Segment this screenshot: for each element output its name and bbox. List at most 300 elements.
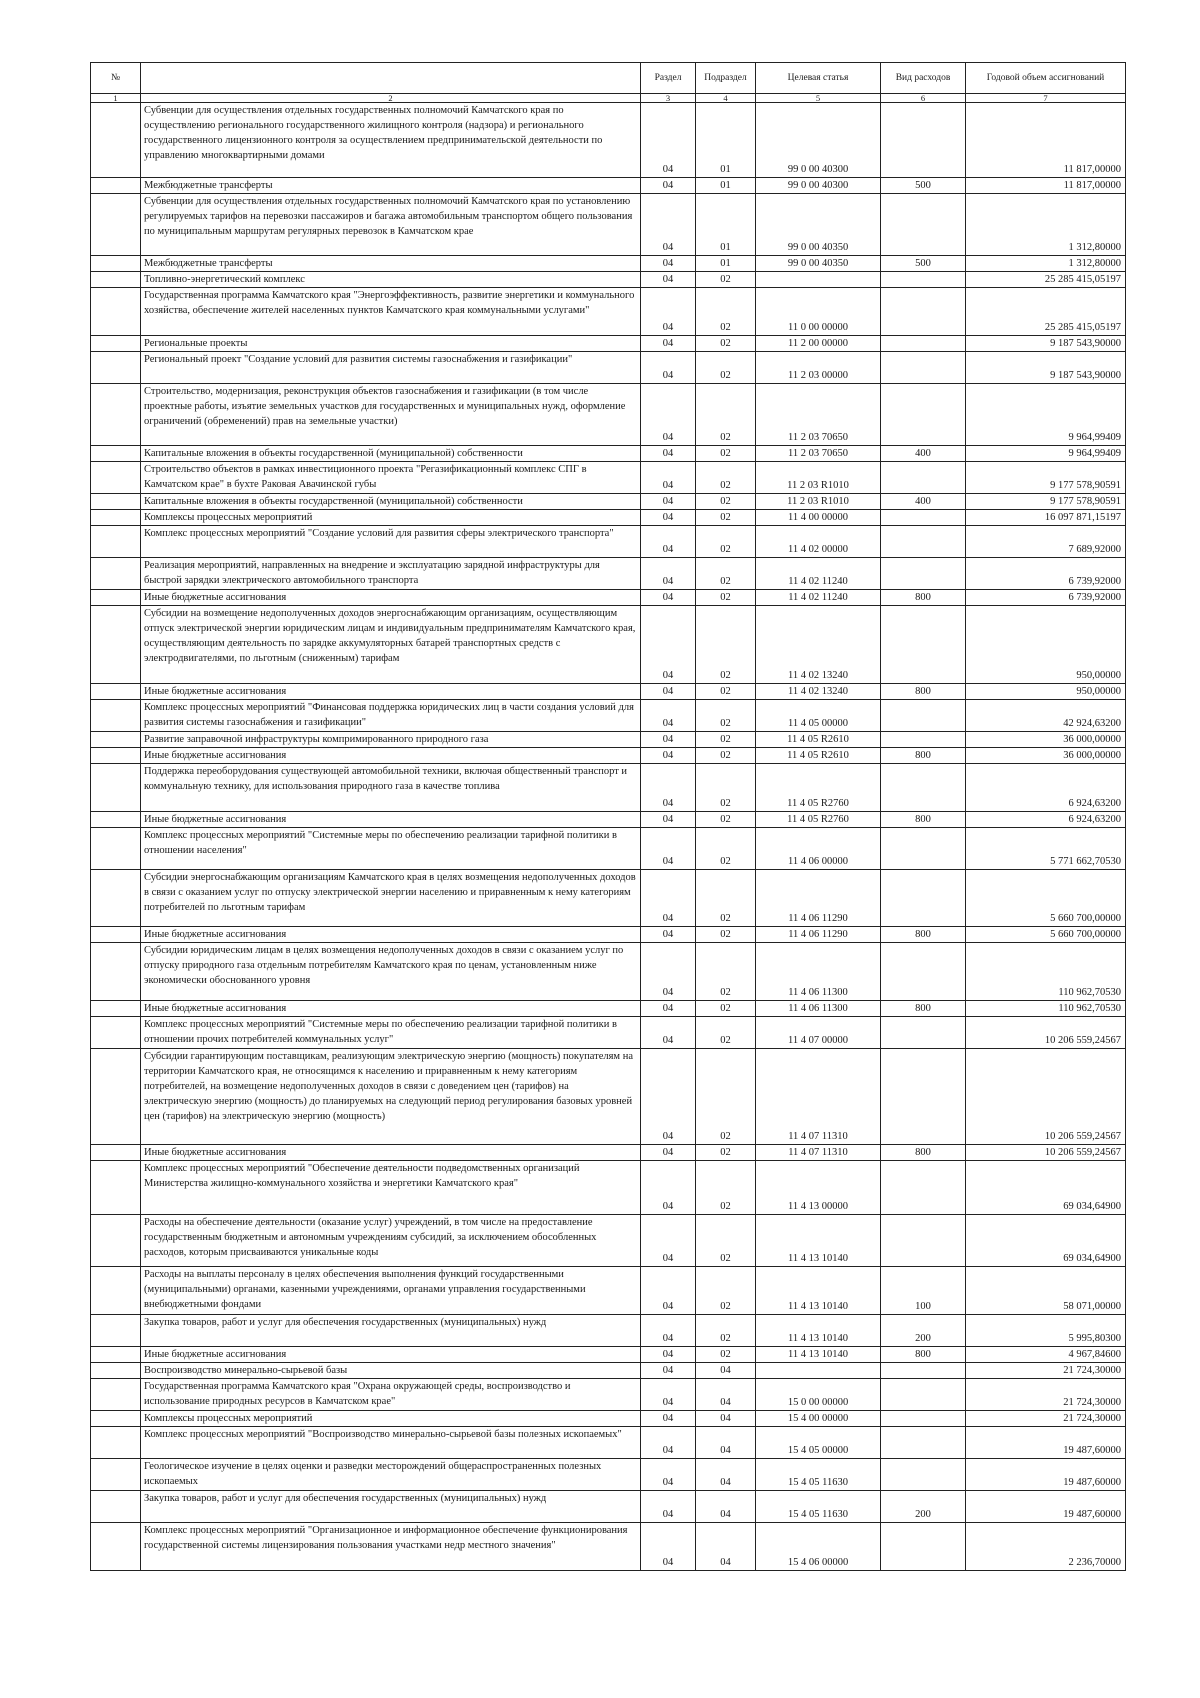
row-section-cell: 04 — [641, 494, 696, 510]
table-row — [91, 1267, 1126, 1315]
column-number: 5 — [756, 94, 881, 103]
row-subsection-cell: 02 — [696, 558, 756, 590]
row-subsection-cell: 02 — [696, 462, 756, 494]
row-name-cell: Геологическое изучение в целях оценки и разведки месторождений общераспространенных полезных ископаемых — [141, 1459, 641, 1491]
row-amount-cell: 9 177 578,90591 — [966, 494, 1126, 510]
row-section-cell: 04 — [641, 1049, 696, 1145]
row-article-cell: 11 2 03 00000 — [756, 352, 881, 384]
table-row — [91, 748, 1126, 764]
header-name — [141, 63, 641, 94]
row-article-cell: 11 4 13 10140 — [756, 1347, 881, 1363]
row-number-cell — [91, 927, 141, 943]
row-type-cell — [881, 558, 966, 590]
row-name-cell: Топливно-энергетический комплекс — [141, 272, 641, 288]
row-type-cell — [881, 1363, 966, 1379]
row-number-cell — [91, 494, 141, 510]
header-subsection: Подраздел — [696, 63, 756, 94]
table-row — [91, 352, 1126, 384]
row-subsection-cell: 02 — [696, 446, 756, 462]
row-section-cell: 04 — [641, 352, 696, 384]
header-no: № — [91, 63, 141, 94]
row-amount-cell: 2 236,70000 — [966, 1523, 1126, 1571]
column-number: 3 — [641, 94, 696, 103]
row-article-cell: 11 4 05 R2610 — [756, 748, 881, 764]
row-name-cell: Поддержка переоборудования существующей автомобильной техники, включая общественный транспорт и коммунальную технику, для использования природного газа в качестве топлива — [141, 764, 641, 812]
row-amount-cell: 19 487,60000 — [966, 1427, 1126, 1459]
row-type-cell: 200 — [881, 1491, 966, 1523]
row-type-cell — [881, 272, 966, 288]
row-name-cell: Государственная программа Камчатского края "Энергоэффективность, развитие энергетики и коммунального хозяйства, обеспечение жителей населенных пунктов Камчатского края коммунальными услугами" — [141, 288, 641, 336]
row-section-cell: 04 — [641, 1427, 696, 1459]
row-amount-cell: 10 206 559,24567 — [966, 1145, 1126, 1161]
row-subsection-cell: 02 — [696, 1347, 756, 1363]
table-row — [91, 1523, 1126, 1571]
table-row — [91, 446, 1126, 462]
row-article-cell — [756, 1363, 881, 1379]
row-article-cell: 11 4 13 10140 — [756, 1215, 881, 1267]
row-number-cell — [91, 1161, 141, 1215]
table-row — [91, 1347, 1126, 1363]
row-article-cell: 11 4 00 00000 — [756, 510, 881, 526]
row-subsection-cell: 02 — [696, 1161, 756, 1215]
table-header-row — [91, 63, 1126, 94]
row-amount-cell: 19 487,60000 — [966, 1491, 1126, 1523]
row-amount-cell: 110 962,70530 — [966, 943, 1126, 1001]
table-row — [91, 256, 1126, 272]
row-name-cell: Капитальные вложения в объекты государственной (муниципальной) собственности — [141, 446, 641, 462]
row-number-cell — [91, 1347, 141, 1363]
row-name-cell: Комплексы процессных мероприятий — [141, 1411, 641, 1427]
row-number-cell — [91, 1315, 141, 1347]
row-number-cell — [91, 606, 141, 684]
table-row — [91, 812, 1126, 828]
row-name-cell: Строительство, модернизация, реконструкция объектов газоснабжения и газификации (в том числе проектные работы, изъятие земельных участков для государственных и муниципальных нужд, оформление ограничений (обременений) прав на земельные участки) — [141, 384, 641, 446]
row-number-cell — [91, 336, 141, 352]
row-name-cell: Комплекс процессных мероприятий "Организационное и информационное обеспечение функционирования государственной системы лицензирования пользования участками недр местного значения" — [141, 1523, 641, 1571]
row-name-cell: Иные бюджетные ассигнования — [141, 684, 641, 700]
row-amount-cell: 950,00000 — [966, 606, 1126, 684]
row-type-cell — [881, 1411, 966, 1427]
column-number: 4 — [696, 94, 756, 103]
table-body — [91, 103, 1126, 1571]
row-section-cell: 04 — [641, 606, 696, 684]
row-name-cell: Иные бюджетные ассигнования — [141, 1145, 641, 1161]
row-number-cell — [91, 256, 141, 272]
row-section-cell: 04 — [641, 812, 696, 828]
row-name-cell: Иные бюджетные ассигнования — [141, 812, 641, 828]
row-article-cell: 11 4 07 00000 — [756, 1017, 881, 1049]
row-section-cell: 04 — [641, 927, 696, 943]
row-type-cell — [881, 943, 966, 1001]
row-section-cell: 04 — [641, 272, 696, 288]
row-amount-cell: 25 285 415,05197 — [966, 288, 1126, 336]
row-number-cell — [91, 462, 141, 494]
row-number-cell — [91, 103, 141, 178]
row-subsection-cell: 04 — [696, 1363, 756, 1379]
row-subsection-cell: 02 — [696, 288, 756, 336]
row-subsection-cell: 04 — [696, 1427, 756, 1459]
row-number-cell — [91, 1459, 141, 1491]
row-subsection-cell: 02 — [696, 732, 756, 748]
row-subsection-cell: 02 — [696, 1145, 756, 1161]
table-row — [91, 1459, 1126, 1491]
table-row — [91, 1215, 1126, 1267]
row-article-cell: 11 4 02 11240 — [756, 590, 881, 606]
table-row — [91, 1411, 1126, 1427]
row-type-cell: 800 — [881, 812, 966, 828]
row-type-cell — [881, 700, 966, 732]
row-amount-cell: 16 097 871,15197 — [966, 510, 1126, 526]
row-section-cell: 04 — [641, 590, 696, 606]
row-name-cell: Развитие заправочной инфраструктуры компримированного природного газа — [141, 732, 641, 748]
table-row — [91, 1315, 1126, 1347]
row-subsection-cell: 02 — [696, 1017, 756, 1049]
row-section-cell: 04 — [641, 828, 696, 870]
row-type-cell — [881, 764, 966, 812]
row-type-cell — [881, 870, 966, 927]
row-article-cell: 11 4 13 10140 — [756, 1315, 881, 1347]
row-article-cell: 11 4 07 11310 — [756, 1145, 881, 1161]
row-section-cell: 04 — [641, 700, 696, 732]
table-row — [91, 927, 1126, 943]
row-subsection-cell: 04 — [696, 1379, 756, 1411]
table-row — [91, 272, 1126, 288]
column-number: 2 — [141, 94, 641, 103]
row-name-cell: Субсидии гарантирующим поставщикам, реализующим электрическую энергию (мощность) покупателям на территории Камчатского края, не относящимся к населению и приравненным к нему категориям потребителей, на возмещение недополученных доходов в связи с доведением цен (тарифов) на электрическую энергию (мощность) до планируемых на следующий период регулирования базовых уровней цен (тарифов) на электрическую энергию (мощность) — [141, 1049, 641, 1145]
row-subsection-cell: 02 — [696, 684, 756, 700]
row-section-cell: 04 — [641, 1267, 696, 1315]
row-amount-cell: 1 312,80000 — [966, 256, 1126, 272]
row-subsection-cell: 02 — [696, 352, 756, 384]
row-section-cell: 04 — [641, 1363, 696, 1379]
row-type-cell: 800 — [881, 927, 966, 943]
row-amount-cell: 9 964,99409 — [966, 384, 1126, 446]
row-article-cell: 11 4 06 11290 — [756, 927, 881, 943]
row-amount-cell: 11 817,00000 — [966, 178, 1126, 194]
row-subsection-cell: 02 — [696, 812, 756, 828]
column-number-row — [91, 94, 1126, 103]
row-subsection-cell: 02 — [696, 700, 756, 732]
row-subsection-cell: 02 — [696, 1267, 756, 1315]
row-subsection-cell: 02 — [696, 590, 756, 606]
row-number-cell — [91, 590, 141, 606]
table-row — [91, 764, 1126, 812]
row-type-cell — [881, 462, 966, 494]
row-subsection-cell: 02 — [696, 336, 756, 352]
row-name-cell: Иные бюджетные ассигнования — [141, 927, 641, 943]
row-number-cell — [91, 748, 141, 764]
row-section-cell: 04 — [641, 194, 696, 256]
table-row — [91, 1491, 1126, 1523]
row-name-cell: Комплекс процессных мероприятий "Финансовая поддержка юридических лиц в части создания условий для развития системы газоснабжения и газификации" — [141, 700, 641, 732]
row-article-cell: 15 4 06 00000 — [756, 1523, 881, 1571]
row-section-cell: 04 — [641, 510, 696, 526]
row-article-cell: 11 4 13 00000 — [756, 1161, 881, 1215]
row-section-cell: 04 — [641, 1215, 696, 1267]
row-amount-cell: 6 924,63200 — [966, 764, 1126, 812]
row-number-cell — [91, 272, 141, 288]
row-name-cell: Субсидии на возмещение недополученных доходов энергоснабжающим организациям, осуществляющим отпуск электрической энергии юридическим лицам и индивидуальным предпринимателям Камчатского края, осуществляющим деятельность по зарядке аккумуляторных батарей транспортных средств с электродвигателями, по льготным (сниженным) тарифам — [141, 606, 641, 684]
row-name-cell: Региональный проект "Создание условий для развития системы газоснабжения и газификации" — [141, 352, 641, 384]
header-section: Раздел — [641, 63, 696, 94]
row-type-cell — [881, 510, 966, 526]
row-article-cell: 11 4 05 00000 — [756, 700, 881, 732]
row-name-cell: Строительство объектов в рамках инвестиционного проекта "Регазификационный комплекс СПГ в Камчатском крае" в бухте Раковая Авачинской губы — [141, 462, 641, 494]
row-type-cell: 800 — [881, 1145, 966, 1161]
row-subsection-cell: 02 — [696, 1001, 756, 1017]
table-row — [91, 336, 1126, 352]
row-amount-cell: 69 034,64900 — [966, 1161, 1126, 1215]
row-subsection-cell: 04 — [696, 1491, 756, 1523]
row-section-cell: 04 — [641, 1459, 696, 1491]
row-type-cell — [881, 1215, 966, 1267]
row-subsection-cell: 02 — [696, 526, 756, 558]
row-amount-cell: 9 187 543,90000 — [966, 336, 1126, 352]
row-name-cell: Субсидии энергоснабжающим организациям Камчатского края в целях возмещения недополученных доходов в связи с оказанием услуг по отпуску электрической энергии населению и приравненным к нему категориям потребителей по льготным тарифам — [141, 870, 641, 927]
row-subsection-cell: 02 — [696, 1049, 756, 1145]
row-type-cell: 800 — [881, 1001, 966, 1017]
row-type-cell — [881, 1523, 966, 1571]
table-row — [91, 1379, 1126, 1411]
row-number-cell — [91, 288, 141, 336]
row-amount-cell: 5 660 700,00000 — [966, 927, 1126, 943]
row-number-cell — [91, 510, 141, 526]
row-subsection-cell: 02 — [696, 764, 756, 812]
table-row — [91, 462, 1126, 494]
row-name-cell: Закупка товаров, работ и услуг для обеспечения государственных (муниципальных) нужд — [141, 1491, 641, 1523]
row-article-cell: 11 4 06 00000 — [756, 828, 881, 870]
row-section-cell: 04 — [641, 1017, 696, 1049]
row-article-cell: 11 0 00 00000 — [756, 288, 881, 336]
row-article-cell: 15 4 05 11630 — [756, 1491, 881, 1523]
row-section-cell: 04 — [641, 336, 696, 352]
table-row — [91, 606, 1126, 684]
table-row — [91, 194, 1126, 256]
row-article-cell: 11 4 05 R2760 — [756, 812, 881, 828]
row-section-cell: 04 — [641, 446, 696, 462]
row-name-cell: Государственная программа Камчатского края "Охрана окружающей среды, воспроизводство и использование природных ресурсов в Камчатском крае" — [141, 1379, 641, 1411]
row-type-cell: 500 — [881, 178, 966, 194]
row-subsection-cell: 04 — [696, 1411, 756, 1427]
table-row — [91, 732, 1126, 748]
row-name-cell: Субсидии юридическим лицам в целях возмещения недополученных доходов в связи с оказанием услуг по отпуску природного газа отдельным потребителям Камчатского края по ценам, установленным ниже экономически обоснованного уровня — [141, 943, 641, 1001]
row-amount-cell: 11 817,00000 — [966, 103, 1126, 178]
row-section-cell: 04 — [641, 526, 696, 558]
row-article-cell: 99 0 00 40300 — [756, 103, 881, 178]
row-section-cell: 04 — [641, 1379, 696, 1411]
row-name-cell: Комплексы процессных мероприятий — [141, 510, 641, 526]
row-name-cell: Капитальные вложения в объекты государственной (муниципальной) собственности — [141, 494, 641, 510]
column-number: 1 — [91, 94, 141, 103]
table-row — [91, 1017, 1126, 1049]
row-name-cell: Комплекс процессных мероприятий "Системные меры по обеспечению реализации тарифной политики в отношении прочих потребителей коммунальных услуг" — [141, 1017, 641, 1049]
table-row — [91, 1161, 1126, 1215]
row-name-cell: Комплекс процессных мероприятий "Воспроизводство минерально-сырьевой базы полезных ископаемых" — [141, 1427, 641, 1459]
row-amount-cell: 6 739,92000 — [966, 558, 1126, 590]
row-number-cell — [91, 870, 141, 927]
row-type-cell — [881, 606, 966, 684]
row-amount-cell: 950,00000 — [966, 684, 1126, 700]
row-amount-cell: 9 177 578,90591 — [966, 462, 1126, 494]
row-number-cell — [91, 1017, 141, 1049]
row-article-cell: 11 4 06 11300 — [756, 943, 881, 1001]
row-article-cell: 15 4 05 11630 — [756, 1459, 881, 1491]
row-name-cell: Реализация мероприятий, направленных на внедрение и эксплуатацию зарядной инфраструктуры для быстрой зарядки электрического автомобильного транспорта — [141, 558, 641, 590]
row-amount-cell: 19 487,60000 — [966, 1459, 1126, 1491]
row-type-cell — [881, 1161, 966, 1215]
row-amount-cell: 7 689,92000 — [966, 526, 1126, 558]
row-name-cell: Субвенции для осуществления отдельных государственных полномочий Камчатского края по осуществлению регионального государственного жилищного контроля (надзора) и регионального государственного лицензионного контроля за осуществлением предпринимательской деятельности по управлению многоквартирными домами — [141, 103, 641, 178]
row-number-cell — [91, 1049, 141, 1145]
row-subsection-cell: 02 — [696, 1215, 756, 1267]
row-number-cell — [91, 1145, 141, 1161]
table-row — [91, 828, 1126, 870]
row-number-cell — [91, 352, 141, 384]
row-subsection-cell: 01 — [696, 194, 756, 256]
row-number-cell — [91, 558, 141, 590]
row-name-cell: Иные бюджетные ассигнования — [141, 748, 641, 764]
row-type-cell — [881, 384, 966, 446]
row-article-cell: 11 2 03 70650 — [756, 384, 881, 446]
row-number-cell — [91, 764, 141, 812]
row-amount-cell: 1 312,80000 — [966, 194, 1126, 256]
row-article-cell: 11 4 02 00000 — [756, 526, 881, 558]
row-type-cell: 400 — [881, 494, 966, 510]
row-number-cell — [91, 684, 141, 700]
table-row — [91, 103, 1126, 178]
row-number-cell — [91, 1267, 141, 1315]
row-section-cell: 04 — [641, 288, 696, 336]
row-article-cell: 11 4 02 13240 — [756, 606, 881, 684]
row-type-cell — [881, 526, 966, 558]
row-section-cell: 04 — [641, 764, 696, 812]
row-name-cell: Закупка товаров, работ и услуг для обеспечения государственных (муниципальных) нужд — [141, 1315, 641, 1347]
row-type-cell — [881, 336, 966, 352]
table-row — [91, 870, 1126, 927]
table-row — [91, 384, 1126, 446]
row-number-cell — [91, 1001, 141, 1017]
row-section-cell: 04 — [641, 384, 696, 446]
budget-table-sheet — [90, 62, 1125, 1571]
row-article-cell: 11 4 05 R2610 — [756, 732, 881, 748]
row-number-cell — [91, 1491, 141, 1523]
row-type-cell: 100 — [881, 1267, 966, 1315]
row-amount-cell: 110 962,70530 — [966, 1001, 1126, 1017]
table-row — [91, 1427, 1126, 1459]
row-section-cell: 04 — [641, 943, 696, 1001]
row-type-cell — [881, 288, 966, 336]
row-section-cell: 04 — [641, 256, 696, 272]
row-number-cell — [91, 1411, 141, 1427]
row-type-cell — [881, 1017, 966, 1049]
row-article-cell: 11 4 13 10140 — [756, 1267, 881, 1315]
row-number-cell — [91, 178, 141, 194]
row-amount-cell: 6 739,92000 — [966, 590, 1126, 606]
row-name-cell: Расходы на выплаты персоналу в целях обеспечения выполнения функций государственными (муниципальными) органами, казенными учреждениями, органами управления государственными внебюджетными фондами — [141, 1267, 641, 1315]
row-amount-cell: 36 000,00000 — [966, 732, 1126, 748]
row-number-cell — [91, 943, 141, 1001]
row-type-cell — [881, 1379, 966, 1411]
header-expense-type: Вид расходов — [881, 63, 966, 94]
row-article-cell: 11 4 07 11310 — [756, 1049, 881, 1145]
row-type-cell: 800 — [881, 1347, 966, 1363]
table-row — [91, 1001, 1126, 1017]
row-article-cell: 11 4 06 11290 — [756, 870, 881, 927]
row-name-cell: Комплекс процессных мероприятий "Обеспечение деятельности подведомственных организаций Министерства жилищно-коммунального хозяйства и энергетики Камчатского края" — [141, 1161, 641, 1215]
column-number: 6 — [881, 94, 966, 103]
row-article-cell: 11 2 03 R1010 — [756, 494, 881, 510]
row-subsection-cell: 04 — [696, 1523, 756, 1571]
row-type-cell: 200 — [881, 1315, 966, 1347]
row-section-cell: 04 — [641, 558, 696, 590]
row-subsection-cell: 02 — [696, 943, 756, 1001]
row-section-cell: 04 — [641, 1411, 696, 1427]
row-amount-cell: 9 964,99409 — [966, 446, 1126, 462]
row-amount-cell: 21 724,30000 — [966, 1411, 1126, 1427]
row-subsection-cell: 02 — [696, 384, 756, 446]
row-number-cell — [91, 700, 141, 732]
table-row — [91, 510, 1126, 526]
row-section-cell: 04 — [641, 1315, 696, 1347]
row-section-cell: 04 — [641, 732, 696, 748]
table-row — [91, 178, 1126, 194]
row-type-cell: 800 — [881, 684, 966, 700]
row-type-cell — [881, 194, 966, 256]
row-amount-cell: 5 771 662,70530 — [966, 828, 1126, 870]
row-name-cell: Межбюджетные трансферты — [141, 256, 641, 272]
row-subsection-cell: 02 — [696, 494, 756, 510]
row-article-cell: 15 4 00 00000 — [756, 1411, 881, 1427]
table-row — [91, 494, 1126, 510]
row-amount-cell: 9 187 543,90000 — [966, 352, 1126, 384]
table-row — [91, 288, 1126, 336]
row-amount-cell: 5 995,80300 — [966, 1315, 1126, 1347]
row-name-cell: Комплекс процессных мероприятий "Создание условий для развития сферы электрического транспорта" — [141, 526, 641, 558]
row-amount-cell: 5 660 700,00000 — [966, 870, 1126, 927]
row-number-cell — [91, 732, 141, 748]
row-type-cell — [881, 828, 966, 870]
row-name-cell: Региональные проекты — [141, 336, 641, 352]
row-section-cell: 04 — [641, 1523, 696, 1571]
row-subsection-cell: 02 — [696, 272, 756, 288]
row-section-cell: 04 — [641, 1347, 696, 1363]
row-article-cell: 11 4 02 13240 — [756, 684, 881, 700]
row-type-cell — [881, 732, 966, 748]
row-number-cell — [91, 1379, 141, 1411]
row-number-cell — [91, 194, 141, 256]
row-section-cell: 04 — [641, 1161, 696, 1215]
row-type-cell — [881, 1427, 966, 1459]
row-subsection-cell: 02 — [696, 870, 756, 927]
row-article-cell: 11 2 00 00000 — [756, 336, 881, 352]
row-name-cell: Иные бюджетные ассигнования — [141, 590, 641, 606]
row-subsection-cell: 01 — [696, 103, 756, 178]
row-amount-cell: 21 724,30000 — [966, 1379, 1126, 1411]
row-name-cell: Воспроизводство минерально-сырьевой базы — [141, 1363, 641, 1379]
row-number-cell — [91, 1215, 141, 1267]
row-article-cell: 11 2 03 70650 — [756, 446, 881, 462]
table-row — [91, 558, 1126, 590]
row-amount-cell: 42 924,63200 — [966, 700, 1126, 732]
row-section-cell: 04 — [641, 748, 696, 764]
row-section-cell: 04 — [641, 1001, 696, 1017]
table-row — [91, 526, 1126, 558]
row-type-cell — [881, 1049, 966, 1145]
row-article-cell: 99 0 00 40350 — [756, 256, 881, 272]
row-article-cell: 15 0 00 00000 — [756, 1379, 881, 1411]
row-section-cell: 04 — [641, 462, 696, 494]
row-amount-cell: 25 285 415,05197 — [966, 272, 1126, 288]
